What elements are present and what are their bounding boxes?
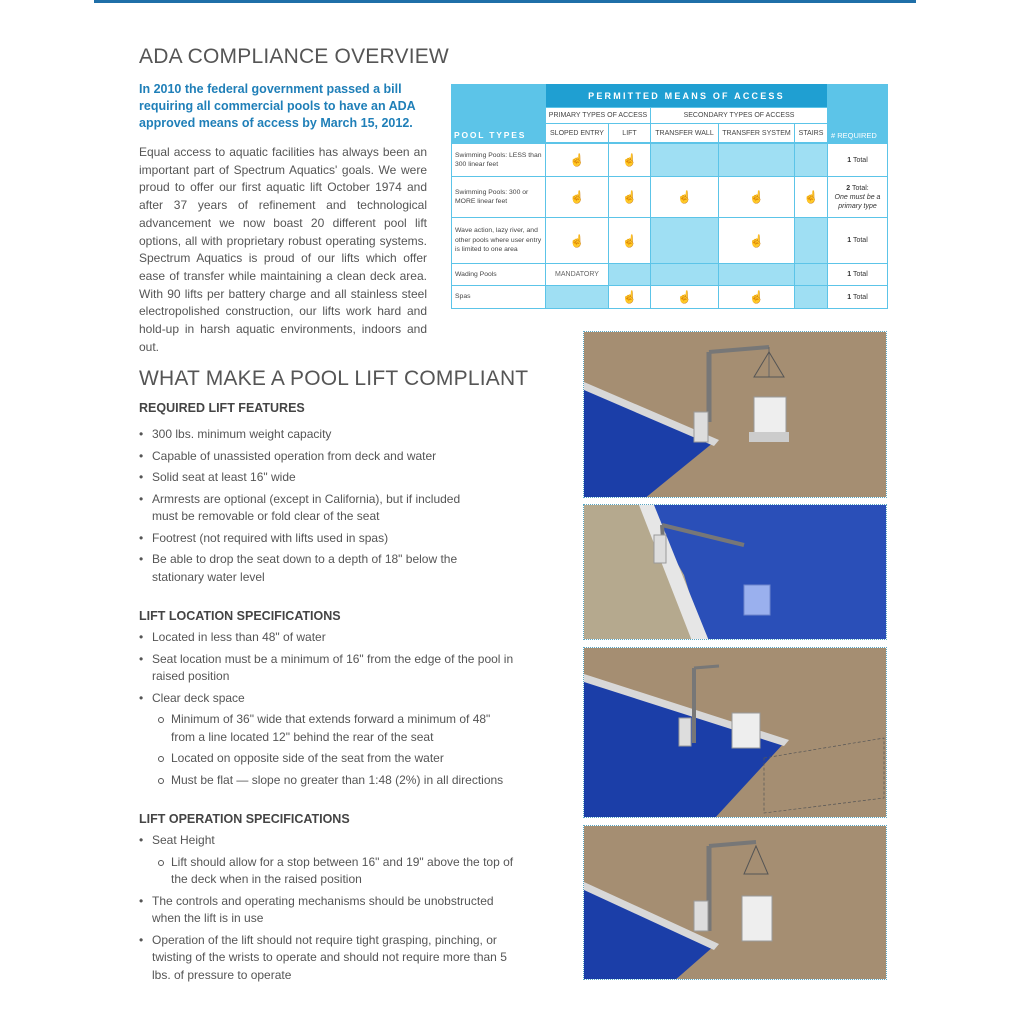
cell-check xyxy=(651,177,718,217)
list-item: Lift should allow for a stop between 16" and 19" above the top of the deck when in the raised position xyxy=(139,854,514,889)
cell-check xyxy=(719,218,794,263)
compliant-title: WHAT MAKE A POOL LIFT COMPLIANT xyxy=(139,367,529,390)
required-label: # REQUIRED xyxy=(831,131,877,140)
hand-pointing-icon: ☝ xyxy=(569,233,585,248)
required-count: 1 Total xyxy=(828,144,887,176)
cell-empty xyxy=(719,264,794,285)
list-item: • Be able to drop the seat down to a depth of 18" below the stationary water level xyxy=(139,551,479,586)
hand-pointing-icon: ☝ xyxy=(569,153,585,167)
hand-pointing-icon: ☝ xyxy=(622,190,637,204)
secondary-header: SECONDARY TYPES OF ACCESS xyxy=(651,108,827,123)
pool-lift-image xyxy=(583,331,887,498)
cell-empty xyxy=(651,264,718,285)
overview-lead: In 2010 the federal government passed a bill requiring all commercial pools to have an ADA approved means of access by March 15, 2012. xyxy=(139,82,416,130)
list-item: • Operation of the lift should not require tight grasping, pinching, or twisting of the wrists to operate and should not require more than 5 lbs. of pressure to operate xyxy=(139,932,514,985)
overview-body: Equal access to aquatic facilities has always been an important part of Spectrum Aquatics' goals. We were proud to offer our first aquatic lift October 1974 and after 37 years of refinement and technological advancement we now boast 20 different pool lift options, all with proprietary robust operating systems. Spectrum Aquatics is proud of our lifts which offer ease of transfer while maintaining a clean deck area. With 90 lifts per battery charge and all stainless steel electropolished construction, our lifts work hard and hold-up in harsh aquatic environments, indoors and out. xyxy=(139,145,427,354)
hand-pointing-icon: ☝ xyxy=(677,290,692,304)
required-count: 1 Total xyxy=(828,286,887,308)
cell-check xyxy=(609,286,650,308)
list-item: • 300 lbs. minimum weight capacity xyxy=(139,426,479,444)
hand-pointing-icon: ☝ xyxy=(622,290,637,304)
features-list xyxy=(139,426,479,590)
pool-lift-image xyxy=(583,647,887,818)
list-item: • Clear deck space xyxy=(139,690,514,708)
cell-check xyxy=(609,218,650,263)
list-item: Minimum of 36" wide that extends forward a minimum of 48" from a line located 12" behind the rear of the seat xyxy=(139,711,514,746)
row-label-spas: Spas xyxy=(452,286,545,308)
col-sloped-entry: SLOPED ENTRY xyxy=(546,124,608,142)
cell-check xyxy=(546,218,608,263)
pool-types-label: POOL TYPES xyxy=(454,130,527,140)
cell-check xyxy=(546,144,608,176)
hand-pointing-icon: ☝ xyxy=(803,190,819,204)
location-title: LIFT LOCATION SPECIFICATIONS xyxy=(139,609,341,623)
list-item: • Seat Height xyxy=(139,832,514,850)
row-label-pools-less-300: Swimming Pools: LESS than 300 linear feet xyxy=(452,144,545,176)
list-item: • Footrest (not required with lifts used in spas) xyxy=(139,530,479,548)
access-table xyxy=(451,84,888,309)
required-count: 1 Total xyxy=(828,264,887,285)
row-label-wading-pools: Wading Pools xyxy=(452,264,545,285)
row-label-pools-more-300: Swimming Pools: 300 or MORE linear feet xyxy=(452,177,545,217)
cell-check xyxy=(719,177,794,217)
cell-check xyxy=(546,177,608,217)
required-count: 2 Total: One must be a primary type xyxy=(828,177,887,217)
cell-check xyxy=(609,144,650,176)
pool-lift-image xyxy=(583,825,887,980)
cell-empty xyxy=(546,286,608,308)
list-item: • Located in less than 48" of water xyxy=(139,629,514,647)
hand-pointing-icon: ☝ xyxy=(749,290,764,304)
cell-empty xyxy=(651,218,718,263)
overview-title: ADA COMPLIANCE OVERVIEW xyxy=(139,45,449,68)
list-item: • The controls and operating mechanisms should be unobstructed when the lift is in use xyxy=(139,893,514,928)
cell-empty xyxy=(795,218,827,263)
list-item: Must be flat — slope no greater than 1:48 (2%) in all directions xyxy=(139,772,514,790)
hand-pointing-icon: ☝ xyxy=(569,190,585,204)
hand-pointing-icon: ☝ xyxy=(622,153,637,167)
cell-empty xyxy=(609,264,650,285)
top-rule xyxy=(94,0,916,3)
required-count: 1 Total xyxy=(828,218,887,263)
operation-title: LIFT OPERATION SPECIFICATIONS xyxy=(139,812,350,826)
features-title: REQUIRED LIFT FEATURES xyxy=(139,401,305,415)
cell-check xyxy=(795,177,827,217)
cell-empty xyxy=(719,144,794,176)
hand-pointing-icon: ☝ xyxy=(677,190,692,204)
cell-check xyxy=(609,177,650,217)
table-title: PERMITTED MEANS OF ACCESS xyxy=(546,84,827,107)
col-transfer-wall: TRANSFER WALL xyxy=(651,124,718,142)
location-list xyxy=(139,629,514,793)
cell-check xyxy=(651,286,718,308)
cell-empty xyxy=(651,144,718,176)
col-lift: LIFT xyxy=(609,124,650,142)
operation-list xyxy=(139,832,514,988)
pool-lift-image xyxy=(583,504,887,640)
cell-empty xyxy=(795,286,827,308)
list-item: • Seat location must be a minimum of 16" from the edge of the pool in raised position xyxy=(139,651,514,686)
list-item: Located on opposite side of the seat from the water xyxy=(139,750,514,768)
row-label-wave-action: Wave action, lazy river, and other pools where user entry is limited to one area xyxy=(452,218,545,263)
col-stairs: STAIRS xyxy=(795,124,827,142)
primary-header: PRIMARY TYPES OF ACCESS xyxy=(546,108,650,123)
cell-empty xyxy=(795,144,827,176)
cell-mandatory: MANDATORY xyxy=(546,264,608,285)
cell-empty xyxy=(795,264,827,285)
list-item: • Solid seat at least 16" wide xyxy=(139,469,479,487)
hand-pointing-icon: ☝ xyxy=(749,190,764,204)
col-transfer-system: TRANSFER SYSTEM xyxy=(719,124,794,142)
list-item: • Capable of unassisted operation from deck and water xyxy=(139,448,479,466)
hand-pointing-icon: ☝ xyxy=(749,233,764,248)
hand-pointing-icon: ☝ xyxy=(622,233,637,248)
list-item: • Armrests are optional (except in California), but if included must be removable or fold clear of the seat xyxy=(139,491,479,526)
cell-check xyxy=(719,286,794,308)
